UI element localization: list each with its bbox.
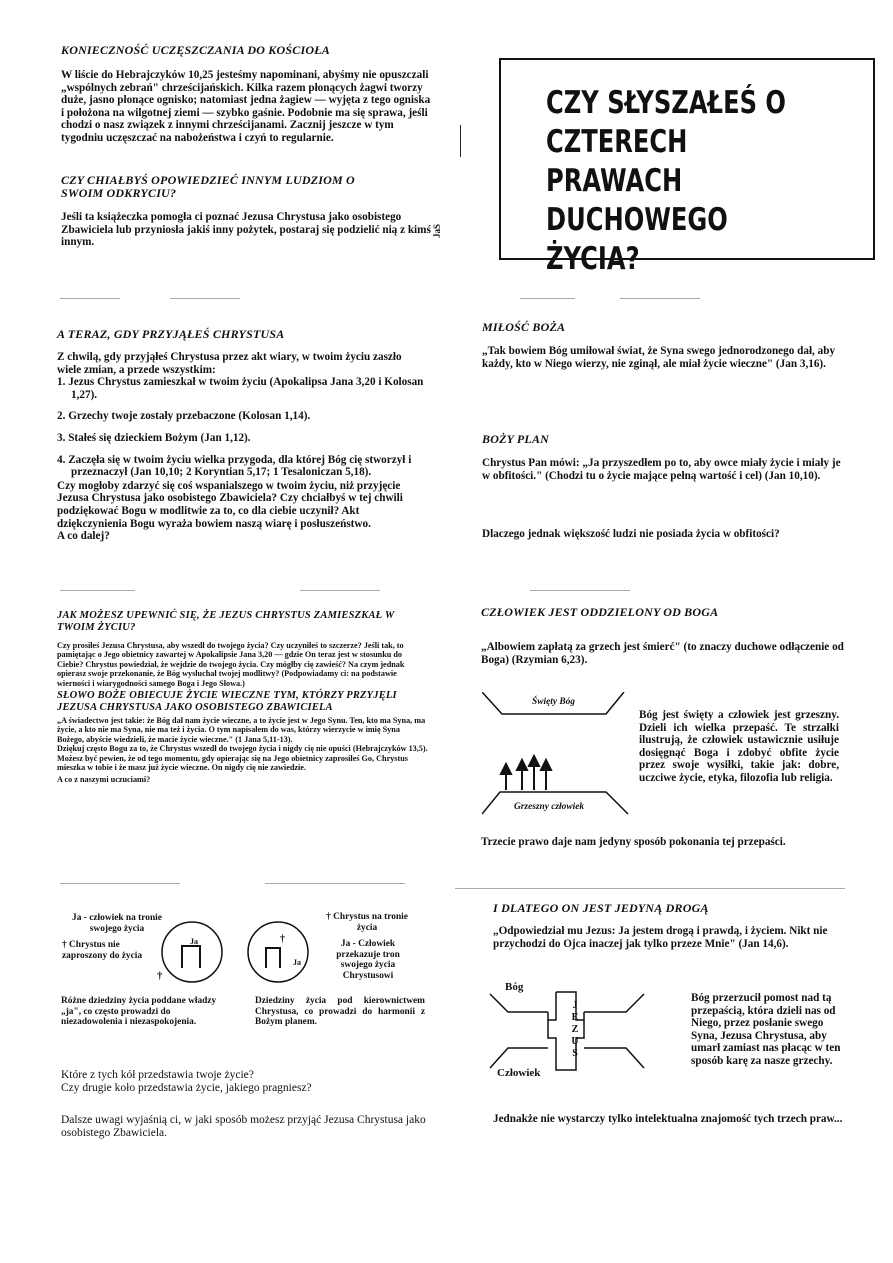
text-love: „Tak bowiem Bóg umiłował świat, że Syna swego jednorodzonego dał, aby każdy, kto w Niego wierzy, nie zginął, ale miał życie wieczne" (Jan 3,16). [482, 345, 836, 370]
text-closing: Dalsze uwagi wyjaśnią ci, w jaki sposób możesz przyjąć Jezusa Chrystusa jako osobistego Zbawiciela. [61, 1114, 426, 1139]
question-desired-life: Czy drugie koło przedstawia życie, jakiego pragniesz? [61, 1082, 312, 1094]
heading-way: I DLATEGO ON JEST JEDYNĄ DROGĄ [493, 901, 709, 915]
bridge-diagram [488, 990, 678, 1072]
list-item: 1. Jezus Chrystus zamieszkał w twoim życiu (Apokalipsa Jana 3,20 i Kolosan 1,27). [57, 376, 424, 401]
text-separated: „Albowiem zapłatą za grzech jest śmierć" (to znaczy duchowe odłączenie od Boga) (Rzymian 6,23). [481, 641, 844, 666]
heading-sure-promise: SŁOWO BOŻE OBIECUJE ŻYCIE WIECZNE TYM, KTÓRZY PRZYJĘLI JEZUSA CHRYSTUSA JAKO OSOBISTEGO ZBAWICIELA [57, 690, 397, 713]
circle-christ [244, 918, 312, 988]
separator [620, 298, 700, 299]
section-love [482, 321, 842, 370]
cover-title-line2: CZTERECH PRAWACH [546, 124, 688, 199]
section-sure [57, 610, 429, 785]
dagger-icon: † [157, 970, 163, 982]
heading-plan: BOŻY PLAN [482, 432, 550, 446]
text-plan: Chrystus Pan mówi: „Ja przyszedłem po to, aby owce miały życie i miały je w obfitości." (Chodzi tu o życie mające pełną wartość i cel) (Jan 10,10). [482, 457, 841, 482]
man-ledge [584, 1048, 644, 1068]
margin-line [460, 125, 461, 157]
list-now [57, 376, 427, 479]
list-item: 2. Grzechy twoje zostały przebaczone (Kolosan 1,14). [57, 410, 311, 423]
dagger-icon: † [280, 934, 285, 945]
text-way-footer: Jednakże nie wystarczy tylko intelektualna znajomość tych trzech praw... [493, 1113, 843, 1125]
question-which-circle: Które z tych kół przedstawia twoje życie? [61, 1069, 254, 1081]
text-sure: Czy prosiłeś Jezusa Chrystusa, aby wszedł do twojego życia? Czy uczyniłeś to szczerze? Jeśli tak, to pamiętając o Jego obietnicy zawartej w Apokalipsie Jana 3,20 — gdzie On teraz jest w stosunku do Ciebie? Chrystus powiedział, że wejdzie do twojego życia. Czy mógłby cię zawieść? Na czym jednak opierasz swoje przekonanie, że Bóg wysłuchał twojej modlitwy? (Podpowiadamy ci: na podstawie wierności i wiarygodności samego Boga i Jego Słowa.) [57, 641, 405, 688]
label-christ-outside-text: Chrystus nie zaproszony do życia [62, 940, 143, 961]
circle-self [158, 918, 226, 988]
letter: E [571, 1012, 579, 1023]
separator [530, 590, 630, 591]
text-church: W liście do Hebrajczyków 10,25 jesteśmy napominani, abyśmy nie opuszczali „wspólnych zebrań" chrześcijańskich. Kilka razem płonących żagwi tworzy duże, jasno płonące ognisko; natomiast jedna żagiew — wyjęta z tego ogniska i położona na wilgotnej ziemi — szybko gaśnie. Podobnie ma się sprawa, jeśli chodzi o nasz związek z innymi chrześcijanami. Zacznij jeszcze w tym tygodniu uczęszczać na nabożeństwa i czyń to regularnie. [61, 69, 431, 144]
section-way [493, 902, 855, 950]
caption-self: Różne dziedziny życia poddane władzy „ja", co często prowadzi do niezadowolenia i niezaspokojenia. [61, 996, 217, 1027]
letter: J [572, 1000, 578, 1011]
text-sure-next: A co z naszymi uczuciami? [57, 775, 151, 785]
heading-separated: CZŁOWIEK JEST ODDZIELONY OD BOGA [481, 605, 719, 619]
label-man: Człowiek [497, 1067, 541, 1079]
section-now [57, 328, 427, 543]
label-christ-throne [322, 912, 412, 933]
separator [170, 298, 240, 299]
label-self-throne: Ja - człowiek na tronie swojego życia [72, 913, 162, 934]
cover-title-line3: DUCHOWEGO ŻYCIA? [546, 202, 728, 277]
separator [60, 883, 180, 884]
label-self-gives: Ja - Człowiek przekazuje tron swojego życia Chrystusowi [336, 939, 400, 981]
section-church [61, 44, 433, 145]
letter: Z [571, 1024, 579, 1035]
separator [520, 298, 575, 299]
section-plan [482, 433, 844, 541]
cover-title-line1: CZY SŁYSZAŁEŚ O [546, 85, 786, 121]
label-god: Bóg [505, 981, 524, 993]
text-tell: Jeśli ta książeczka pomogła ci poznać Jezusa Chrystusa jako osobistego Zbawiciela lub przyniosła jakiś inny pożytek, postaraj się podzielić nią z kimś innym. [61, 211, 431, 249]
separator [300, 590, 380, 591]
god-ledge [490, 994, 548, 1012]
list-item: 3. Stałeś się dzieckiem Bożym (Jan 1,12). [57, 431, 251, 444]
caption-christ: Dziedziny życia pod kierownictwem Chrystusa, co prowadzi do harmonii z Bożym planem. [255, 996, 425, 1027]
text-sure-quote: „A świadectwo jest takie: że Bóg dał nam życie wieczne, a to życie jest w Jego Synu. Ten, kto ma Syna, ma życie, a kto nie ma Syna, nie ma też i życia. O tym napisałem do was, którzy wierzycie w imię Syna Bożego, abyście wiedzieli, że macie życie wieczne." (1 Jana 5,11-13). [57, 716, 426, 744]
text-separated-footer: Trzecie prawo daje nam jedyny sposób pokonania tej przepaści. [481, 836, 786, 848]
arrow-up-icon [501, 756, 551, 790]
text-now-next: A co dalej? [57, 530, 110, 543]
god-ledge [584, 994, 644, 1012]
cover-title [546, 84, 817, 279]
heading-church: KONIECZNOŚĆ UCZĘSZCZANIA DO KOŚCIOŁA [61, 43, 330, 57]
separator [455, 888, 845, 889]
text-now-outro: Czy mogłoby zdarzyć się coś wspanialszego w twoim życiu, niż przyjęcie Jezusa Chrystusa jako osobistego Zbawiciela? Czy chciałbyś w tej chwili podziękować Bogu w modlitwie za to, co dla ciebie uczynił? Akt dziękczynienia Bogu wyraża bowiem naszą wiarę i posłuszeństwo. [57, 479, 403, 530]
gap-diagram [482, 692, 632, 817]
text-way: „Odpowiedział mu Jezus: Ja jestem drogą i prawdą, i życiem. Nikt nie przychodzi do Ojca inaczej jak tylko przeze Mnie" (Jan 14,6). [493, 925, 828, 950]
dagger-icon: † [62, 940, 67, 950]
separator [60, 298, 120, 299]
separator [60, 590, 135, 591]
letter: S [572, 1048, 578, 1059]
heading-tell: CZY CHIAŁBYŚ OPOWIEDZIEĆ INNYM LUDZIOM O SWOIM ODKRYCIU? [61, 173, 355, 200]
section-separated [481, 606, 846, 666]
text-way-side: Bóg przerzucił pomost nad tą przepaścią, która dzieli nas od Niego, przez posłanie swego Syna, Jezusa Chrystusa, aby umarł zamiast nas płacąc w ten sposób karę za nasze grzechy. [691, 992, 841, 1067]
heading-now: A TERAZ, GDY PRZYJĄŁEŚ CHRYSTUSA [57, 327, 285, 341]
separator [265, 883, 405, 884]
text-separated-side: Bóg jest święty a człowiek jest grzeszny. Dzieli ich wielka przepaść. Te strzałki ilustrują, że człowiek ustawicznie usiłuje dosięgnąć Boga i zdobyć obfite życie przez swoje wysiłki, takie jak: dobre, uczciwe życie, etyka, filozofia lub religia. [639, 709, 839, 784]
label-christ-outside [62, 940, 152, 961]
label-sinful-man: Grzeszny człowiek [514, 802, 585, 812]
heading-love: MIŁOŚĆ BOŻA [482, 320, 566, 334]
margin-mark: JaS [432, 223, 442, 238]
label-ja-right: Ja [293, 958, 301, 967]
heading-sure: JAK MOŻESZ UPEWNIĆ SIĘ, ŻE JEZUS CHRYSTUS ZAMIESZKAŁ W TWOIM ŻYCIU? [57, 610, 395, 633]
text-plan-question: Dlaczego jednak większość ludzi nie posiada życia w obfitości? [482, 528, 780, 541]
list-item: 4. Zaczęła się w twoim życiu wielka przygoda, dla której Bóg cię stworzył i przeznaczył (Jan 10,10; 2 Koryntian 5,17; 1 Tesaloniczan 5,18). [57, 453, 412, 479]
text-sure-thanks: Dziękuj często Bogu za to, że Chrystus wszedł do twojego życia i nigdy cię nie opuści (Hebrajczyków 13,5). Możesz być pewien, że od tego momentu, gdy opierając się na Jego obietnicy zaprosiłeś Go, Chrystus mieszka w tobie i że masz już życie wieczne. On nigdy cię nie zawiedzie. [57, 744, 428, 773]
dagger-icon: † [326, 912, 331, 922]
man-ledge [490, 1048, 548, 1068]
section-tell [61, 174, 431, 249]
letter: U [571, 1036, 579, 1047]
label-holy-god: Święty Bóg [532, 697, 575, 707]
label-christ-throne-text: Chrystus na tronie życia [333, 912, 408, 933]
jezus-letters [568, 1000, 582, 1060]
text-now-intro: Z chwilą, gdy przyjąłeś Chrystusa przez akt wiary, w twoim życiu zaszło wiele zmian, a przede wszystkim: [57, 351, 402, 376]
label-ja-left: Ja [190, 937, 198, 946]
